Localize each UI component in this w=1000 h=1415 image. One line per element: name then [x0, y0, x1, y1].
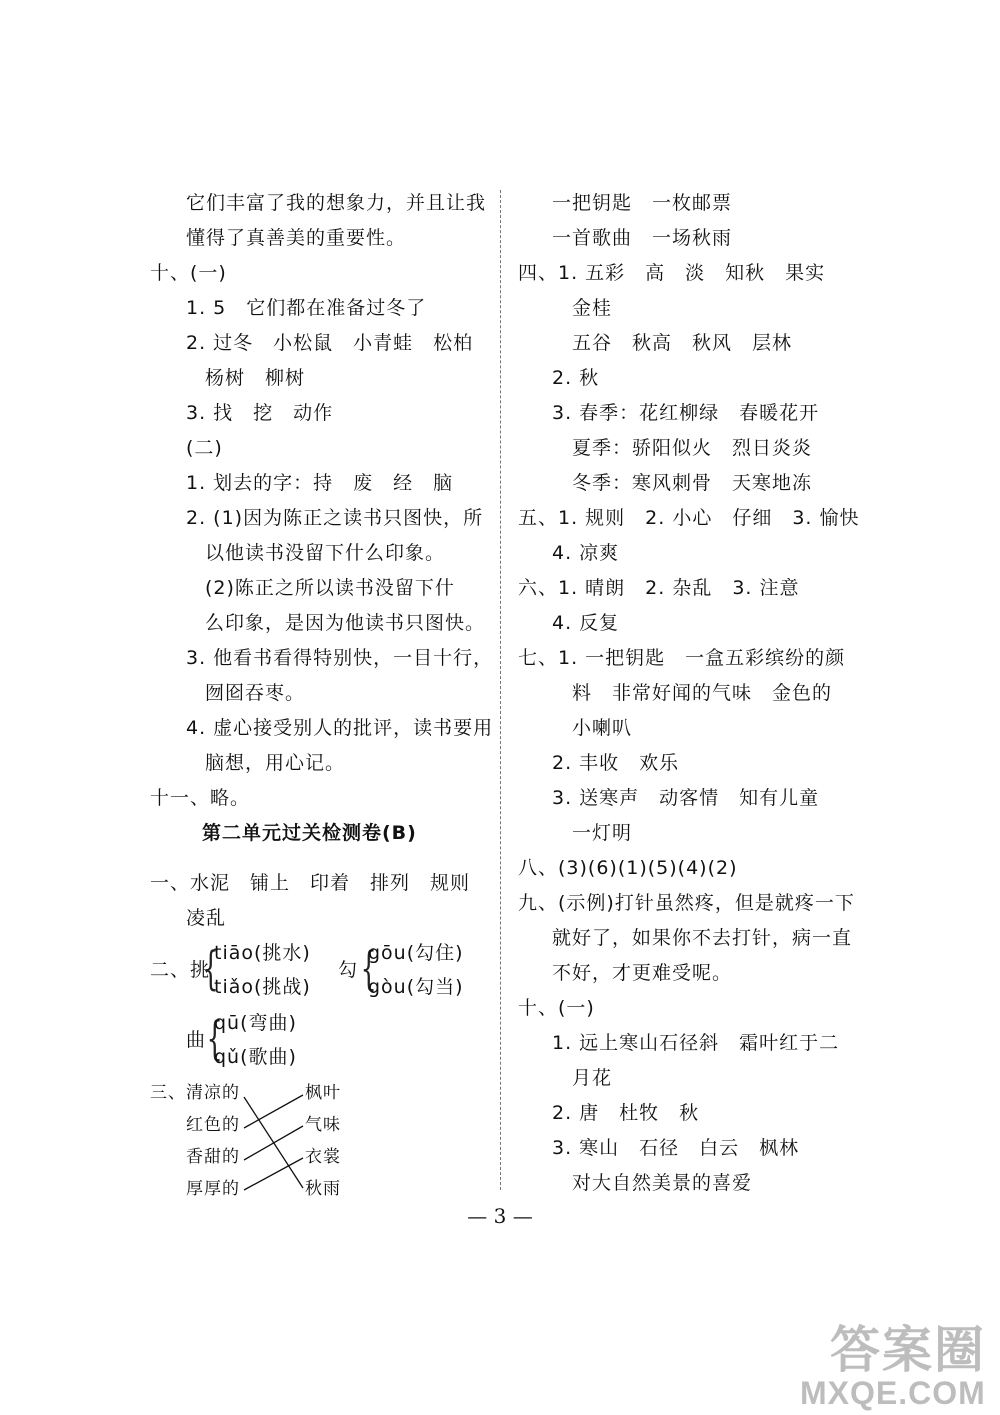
left-line-10: 2. (1)因为陈正之读书只图快，所	[186, 507, 484, 529]
left-line-7: 3. 找 挖 动作	[186, 402, 334, 424]
matching-left-2: 红色的	[186, 1115, 240, 1135]
left-line-2: 懂得了真善美的重要性。	[186, 227, 407, 249]
right-line-16: 小喇叭	[572, 717, 633, 739]
pinyin-qu3: qǔ(歌曲)	[214, 1046, 297, 1068]
section-11-heading: 十一、略。	[150, 787, 251, 809]
matching-label: 三、	[150, 1083, 186, 1103]
pinyin-gou4: gòu(勾当)	[368, 976, 464, 998]
watermark	[800, 1310, 990, 1410]
right-line-27: 2. 唐 杜牧 秋	[552, 1102, 700, 1124]
pinyin-label-tiao: 二、挑	[150, 959, 211, 981]
matching-right-2: 气味	[305, 1115, 341, 1135]
left-line-13: 么印象，是因为他读书只图快。	[205, 612, 486, 634]
pinyin-qu1: qū(弯曲)	[214, 1012, 297, 1034]
section-9-heading: 九、(示例)打针虽然疼，但是就疼一下	[518, 892, 855, 914]
right-line-13: 4. 反复	[552, 612, 620, 634]
right-line-6: 2. 秋	[552, 367, 600, 389]
section-8-heading: 八、(3)(6)(1)(5)(4)(2)	[518, 857, 738, 879]
left-line-6: 杨树 柳树	[205, 367, 306, 389]
matching-right-3: 衣裳	[305, 1147, 341, 1167]
unit-title: 第二单元过关检测卷(B)	[202, 822, 417, 844]
left-line-15: 囫囵吞枣。	[205, 682, 306, 704]
right-line-25: 1. 远上寒山石径斜 霜叶红于二	[552, 1032, 840, 1054]
right-line-18: 3. 送寒声 动客情 知有儿童	[552, 787, 820, 809]
section-4-heading: 四、1. 五彩 高 淡 知秋 果实	[518, 262, 826, 284]
right-line-7: 3. 春季：花红柳绿 春暖花开	[552, 402, 820, 424]
right-line-1: 一把钥匙 一枚邮票	[552, 192, 733, 214]
pinyin-tiao1: tiāo(挑水)	[214, 942, 311, 964]
right-line-17: 2. 丰收 欢乐	[552, 752, 680, 774]
right-line-5: 五谷 秋高 秋风 层林	[572, 332, 793, 354]
right-line-23: 不好，才更难受呢。	[552, 962, 733, 984]
right-line-4: 金桂	[572, 297, 613, 319]
left-line-16: 4. 虚心接受别人的批评，读书要用	[186, 717, 494, 739]
left-line-8: (二)	[186, 437, 223, 459]
matching-left-3: 香甜的	[186, 1147, 240, 1167]
matching-right-1: 枫叶	[305, 1083, 341, 1103]
right-line-19: 一灯明	[572, 822, 633, 844]
section-5-heading: 五、1. 规则 2. 小心 仔细 3. 愉快	[518, 507, 860, 529]
right-line-26: 月花	[572, 1067, 613, 1089]
pinyin-gou1: gōu(勾住)	[368, 942, 464, 964]
section-7-heading: 七、1. 一把钥匙 一盒五彩缤纷的颜	[518, 647, 846, 669]
right-line-11: 4. 凉爽	[552, 542, 620, 564]
matching-left-1: 清凉的	[186, 1083, 240, 1103]
right-line-15: 料 非常好闻的气味 金色的	[572, 682, 833, 704]
column-divider	[500, 190, 501, 1190]
right-line-28: 3. 寒山 石径 白云 枫林	[552, 1137, 800, 1159]
left-line-14: 3. 他看书看得特别快，一目十行，	[186, 647, 494, 669]
matching-left-4: 厚厚的	[186, 1179, 240, 1199]
brace-gou: {	[360, 941, 377, 995]
section-10-right-heading: 十、(一)	[518, 997, 595, 1019]
matching-right-4: 秋雨	[305, 1179, 341, 1199]
right-line-22: 就好了，如果你不去打针，病一直	[552, 927, 853, 949]
brace-tiao: {	[202, 941, 219, 995]
left-line-5: 2. 过冬 小松鼠 小青蛙 松柏	[186, 332, 474, 354]
match-line-3	[244, 1126, 303, 1160]
watermark-logo: 答案圈	[830, 1322, 986, 1378]
left-line-12: (2)陈正之所以读书没留下什	[205, 577, 455, 599]
left-line-21: 凌乱	[186, 907, 227, 929]
left-line-17: 脑想，用心记。	[205, 752, 346, 774]
right-line-8: 夏季：骄阳似火 烈日炎炎	[572, 437, 813, 459]
left-line-20: 一、水泥 铺上 印着 排列 规则	[150, 872, 471, 894]
left-line-9: 1. 划去的字：持 废 经 脑	[186, 472, 454, 494]
pinyin-tiao3: tiǎo(挑战)	[214, 976, 311, 998]
section-10-heading: 十、(一)	[150, 262, 227, 284]
right-line-2: 一首歌曲 一场秋雨	[552, 227, 733, 249]
page-number: — 3 —	[467, 1204, 533, 1228]
watermark-url: MXQE.COM	[800, 1375, 986, 1411]
right-line-9: 冬季：寒风刺骨 天寒地冻	[572, 472, 813, 494]
section-6-heading: 六、1. 晴朗 2. 杂乱 3. 注意	[518, 577, 800, 599]
left-line-1: 它们丰富了我的想象力，并且让我	[186, 192, 487, 214]
left-line-4: 1. 5 它们都在准备过冬了	[186, 297, 427, 319]
right-line-29: 对大自然美景的喜爱	[572, 1172, 753, 1194]
pinyin-label-qu: 曲	[186, 1029, 207, 1051]
pinyin-label-gou: 勾	[338, 959, 359, 981]
left-line-11: 以他读书没留下什么印象。	[205, 542, 446, 564]
brace-qu: {	[206, 1011, 223, 1065]
